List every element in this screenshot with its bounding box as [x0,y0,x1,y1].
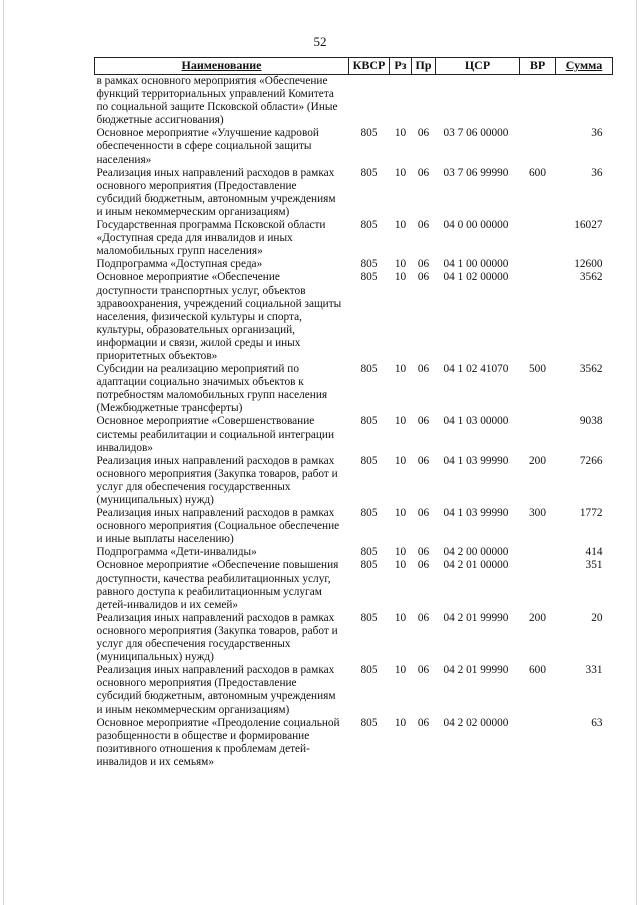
cell-sum: 36 [591,166,603,179]
cell-csr: 04 1 00 00000 [443,258,509,271]
cell-sum: 36 [591,127,603,140]
cell-kvsr: 805 [360,415,378,428]
cell-kvsr: 805 [360,664,378,677]
cell-vr: 500 [529,363,546,376]
cell-csr: 04 1 02 41070 [443,363,509,376]
cell-sum: 331 [585,664,603,677]
cell-name: Реализация иных направлений расходов в рамках основного мероприятия (Предоставление субсидий бюджетным, автономным учреждениям и иным некоммерческим организациям) [96,166,336,218]
cell-csr: 04 1 02 00000 [443,271,509,284]
header-csr: ЦСР [436,58,520,75]
cell-kvsr: 805 [360,271,378,284]
cell-csr: 04 2 02 00000 [443,716,509,729]
cell-sum: 20 [591,611,603,624]
table-row [95,717,613,769]
cell-rz: 10 [394,716,407,729]
table-row [95,271,613,363]
cell-rz: 10 [394,219,407,232]
table-row [95,167,613,219]
cell-rz: 10 [394,454,407,467]
cell-pr: 06 [417,611,430,624]
cell-name: Субсидии на реализацию мероприятий по адаптации социально значимых объектов к потребностям маломобильных групп населения (Межбюджетные трансферты) [96,363,328,415]
cell-pr: 06 [417,363,430,376]
cell-sum: 3562 [579,363,603,376]
cell-vr [520,219,556,258]
cell-name: Основное мероприятие «Преодоление социальной разобщенности в обществе и формирование позитивного отношения к проблемам детей-инвалидов и их семьям» [96,716,340,768]
table-row [95,219,613,258]
cell-pr: 06 [417,258,430,271]
cell-sum: 414 [585,546,603,559]
cell-rz: 10 [394,127,407,140]
cell-pr: 06 [417,546,430,559]
cell-rz: 10 [394,363,407,376]
cell-name: Реализация иных направлений расходов в рамках основного мероприятия (Закупка товаров, работ и услуг для обеспечения государственных (муниципальных) нужд) [96,454,338,506]
cell-name: Государственная программа Псковской области «Доступная среда для инвалидов и иных маломобильных групп населения» [96,219,326,258]
table-row [95,75,613,128]
cell-pr: 06 [417,166,430,179]
cell-vr [520,415,556,454]
table-row [95,415,613,454]
table-header-row [95,58,613,75]
cell-pr: 06 [417,127,430,140]
cell-sum: 1772 [579,507,603,520]
cell-name: Основное мероприятие «Обеспечение повышения доступности, качества реабилитационных услуг, равного доступа к реабилитационным услугам детей-инвалидов и их семей» [96,559,339,611]
header-name: Наименование [95,58,349,75]
cell-kvsr: 805 [360,363,378,376]
cell-vr [520,271,556,363]
cell-pr: 06 [417,664,430,677]
cell-kvsr: 805 [360,219,378,232]
cell-pr: 06 [417,271,430,284]
table-row [95,455,613,507]
header-kvsr: КВСР [349,58,390,75]
cell-vr: 600 [529,166,546,179]
cell-pr: 06 [417,507,430,520]
cell-csr: 04 2 01 99990 [443,611,509,624]
cell-name: Реализация иных направлений расходов в рамках основного мероприятия (Закупка товаров, работ и услуг для обеспечения государственных (муниципальных) нужд) [96,611,338,664]
cell-vr [520,258,556,271]
cell-kvsr: 805 [360,559,378,572]
table-row [95,559,613,611]
cell-pr: 06 [417,415,430,428]
cell-csr: 04 0 00 00000 [443,219,509,232]
cell-sum [556,75,613,128]
cell-name: Основное мероприятие «Улучшение кадровой обеспеченности в сфере социальной защиты населения» [96,127,319,166]
scan-edge-left [3,0,4,905]
cell-kvsr: 805 [360,507,378,520]
cell-name: в рамках основного мероприятия «Обеспечение функций территориальных управлений Комитета по социальной защите Псковской области» (Иные бюджетные ассигнования) [96,75,338,127]
cell-rz: 10 [394,258,407,271]
cell-csr [436,75,520,128]
cell-csr: 04 2 01 99990 [443,664,509,677]
table-row [95,664,613,716]
cell-csr: 04 2 01 00000 [443,559,509,572]
cell-vr [520,717,556,769]
header-pr: Пр [412,58,436,75]
cell-sum: 12600 [574,258,603,271]
cell-vr [520,546,556,559]
cell-kvsr: 805 [360,166,378,179]
cell-name: Подпрограмма «Доступная среда» [96,258,263,271]
table-row [95,363,613,415]
cell-sum: 3562 [579,271,603,284]
cell-kvsr [349,75,390,128]
cell-name: Основное мероприятие «Совершенствование системы реабилитации и социальной интеграции инвалидов» [96,415,334,454]
cell-kvsr: 805 [360,716,378,729]
cell-rz: 10 [394,546,407,559]
cell-sum: 9038 [579,415,603,428]
table-row [95,127,613,166]
table-row [95,612,613,664]
cell-sum: 7266 [579,454,603,467]
cell-vr: 200 [529,454,546,467]
cell-rz: 10 [394,271,407,284]
table-row [95,507,613,546]
cell-pr: 06 [417,454,430,467]
cell-csr: 03 7 06 99990 [443,166,509,179]
cell-kvsr: 805 [360,611,378,624]
cell-kvsr: 805 [360,258,378,271]
cell-sum: 63 [591,716,603,729]
cell-name: Реализация иных направлений расходов в рамках основного мероприятия (Социальное обеспечение и иные выплаты населению) [96,507,340,546]
cell-vr: 200 [529,611,546,624]
cell-csr: 04 1 03 99990 [443,507,509,520]
cell-rz [390,75,412,128]
cell-kvsr: 805 [360,546,378,559]
cell-pr: 06 [417,716,430,729]
table-row [95,546,613,559]
cell-name: Подпрограмма «Дети-инвалиды» [96,546,257,559]
cell-pr: 06 [417,559,430,572]
cell-name: Основное мероприятие «Обеспечение доступности транспортных услуг, объектов здравоохранения, учреждений социальной защиты населения, физической культуры и спорта, культуры, образовательных организаций, информации и связи, жилой среды и иных приоритетных объектов» [96,271,342,362]
cell-vr: 600 [529,664,546,677]
scan-edge-right [636,0,637,905]
cell-vr [520,559,556,611]
cell-rz: 10 [394,664,407,677]
cell-rz: 10 [394,611,407,624]
cell-sum: 16027 [574,219,603,232]
cell-csr: 04 1 03 00000 [443,415,509,428]
header-vr: ВР [520,58,556,75]
page-number: 52 [313,34,327,49]
cell-vr: 300 [529,507,546,520]
cell-csr: 03 7 06 00000 [443,127,509,140]
budget-table [94,57,613,769]
cell-rz: 10 [394,559,407,572]
cell-rz: 10 [394,507,407,520]
cell-pr: 06 [417,219,430,232]
cell-rz: 10 [394,415,407,428]
header-sum: Сумма [556,58,613,75]
cell-pr [412,75,436,128]
header-rz: Рз [390,58,412,75]
cell-vr [520,75,556,128]
cell-sum: 351 [585,559,603,572]
cell-csr: 04 2 00 00000 [443,546,509,559]
cell-name: Реализация иных направлений расходов в рамках основного мероприятия (Предоставление субсидий бюджетным, автономным учреждениям и иным некоммерческим организациям) [96,664,336,716]
cell-csr: 04 1 03 99990 [443,454,509,467]
cell-kvsr: 805 [360,127,378,140]
cell-vr [520,127,556,166]
table-row [95,258,613,271]
cell-rz: 10 [394,166,407,179]
cell-kvsr: 805 [360,454,378,467]
